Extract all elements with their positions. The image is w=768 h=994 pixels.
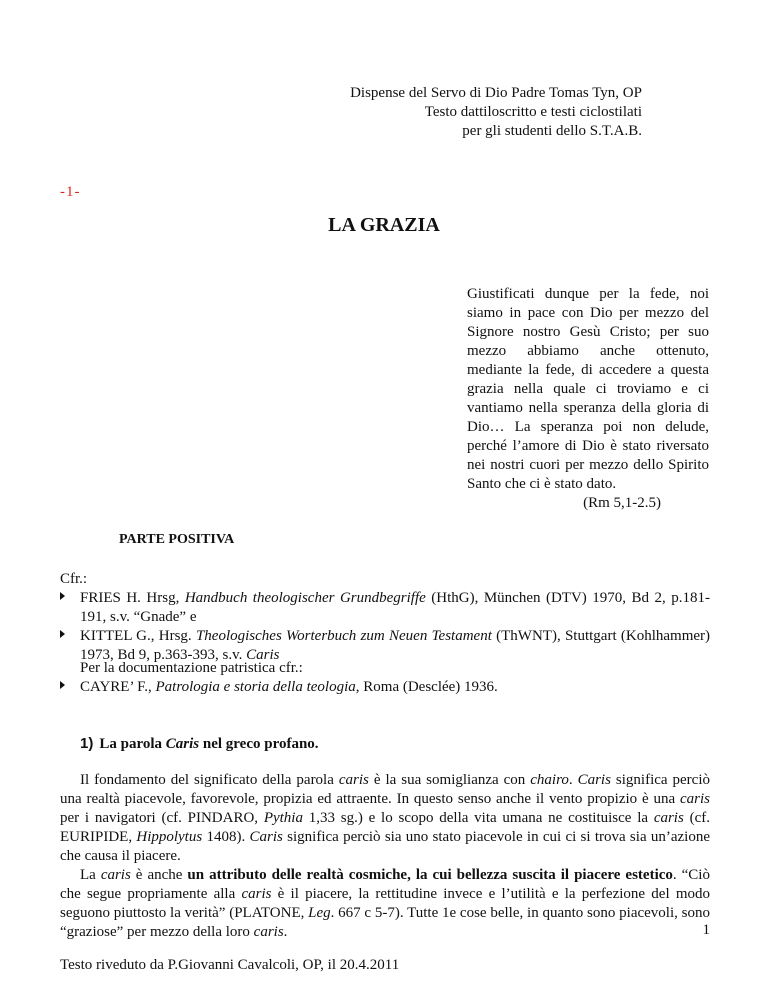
document-header <box>242 84 642 141</box>
section-heading-text: La parola <box>99 736 166 752</box>
body-paragraph-2: La caris è anche un attributo delle realtà cosmiche, la cui bellezza suscita il piacere estetico. “Ciò che segue propriamente alla caris è il piacere, la rettitudine invece e l’utilità e la perfezione del modo seguono piuttosto la verità” (PLATONE, Leg. 667 c 5-7). Tutte 1e cose belle, in quanto sono piacevoli, sono “graziose” per mezzo della loro caris. <box>60 867 711 940</box>
epigraph-reference: (Rm 5,1-2.5) <box>583 495 661 511</box>
bullet-icon <box>60 592 65 600</box>
bib-details: (HthG), München (DTV) 1970, Bd 2, p.181-191, s.v. “Gnade” e <box>80 590 711 625</box>
page-footer: Testo riveduto da P.Giovanni Cavalcoli, OP, il 20.4.2011 <box>60 957 400 973</box>
patristic-reference <box>60 678 710 697</box>
cfr-label: Cfr.: <box>60 571 88 587</box>
patristic-author: CAYRE’ F., <box>80 679 156 695</box>
patristic-title: Patrologia e storia della teologia <box>155 679 356 695</box>
section-heading-text-end: nel greco profano. <box>199 736 319 752</box>
bib-author: FRIES H. Hrsg, <box>80 590 185 606</box>
patristic-details: , Roma (Desclée) 1936. <box>355 679 498 695</box>
patristic-intro: Per la documentazione patristica cfr.: <box>80 660 303 676</box>
section-heading-term: Caris <box>165 736 200 752</box>
bullet-icon <box>60 630 65 638</box>
body-paragraph-1: Il fondamento del significato della parola caris è la sua somiglianza con chairo. Caris significa perciò una realtà piacevole, favorevole, propizia ed attraente. In questo senso anche il vento propizio è una caris per i navigatori (cf. PINDARO, Pythia 1,33 sg.) e lo scopo della vita umana ne costituisce la caris (cf. EURIPIDE, Hippolytus 1408). Caris significa perciò sia uno stato piacevole in cui ci si trova sia un’azione che causa il piacere. <box>60 772 711 864</box>
section-number: -1- <box>60 184 81 200</box>
header-line-1: Dispense del Servo di Dio Padre Tomas Tyn, OP <box>350 85 642 101</box>
bullet-icon <box>60 681 65 689</box>
header-line-2: Testo dattiloscritto e testi ciclostilati <box>424 104 642 120</box>
bib-author: KITTEL G., Hrsg. <box>80 628 196 644</box>
bib-details: (ThWNT), Stuttgart (Kohlhammer) 1973, Bd 9, p.363-393, s.v. <box>80 628 711 663</box>
page-title: LA GRAZIA <box>328 214 440 236</box>
parte-heading: PARTE POSITIVA <box>119 532 235 547</box>
bib-title: Theologisches Worterbuch zum Neuen Testament <box>195 628 492 644</box>
bib-term: Caris <box>246 647 280 663</box>
epigraph <box>467 285 709 513</box>
bibliography-item <box>60 608 710 665</box>
bib-title: Handbuch theologischer Grundbegriffe <box>184 590 426 606</box>
section-heading <box>80 734 319 754</box>
body-text <box>60 771 710 942</box>
header-line-3: per gli studenti dello S.T.A.B. <box>462 123 642 139</box>
section-heading-number: 1) <box>80 735 94 752</box>
epigraph-text: Giustificati dunque per la fede, noi siamo in pace con Dio per mezzo del Signore nostro Gesù Cristo; per suo mezzo abbiamo anche ottenuto, mediante la fede, di accedere a questa grazia nella quale ci troviamo e ci vantiamo nella speranza della gloria di Dio… La speranza poi non delude, perché l’amore di Dio è stato riversato nei nostri cuori per mezzo dello Spirito Santo che ci è stato dato. <box>467 286 709 492</box>
page-number: 1 <box>702 922 710 938</box>
